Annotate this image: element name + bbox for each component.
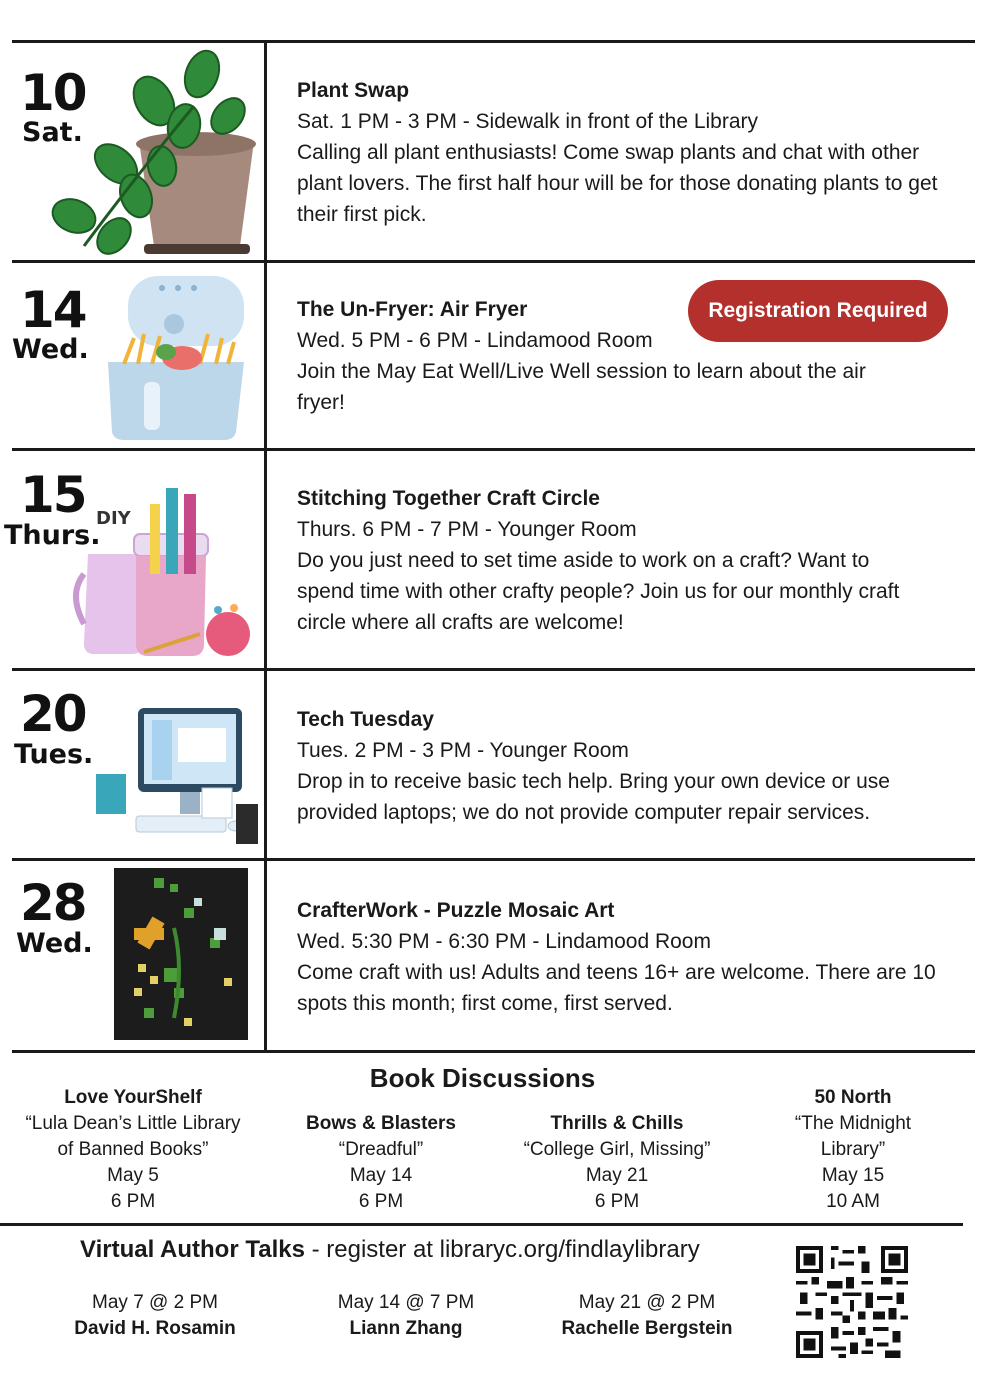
book-date: May 14 xyxy=(349,1165,413,1186)
book-discussion-item xyxy=(8,1085,258,1215)
book-date: May 21 xyxy=(585,1165,649,1186)
book-title: “Lula Dean’s Little Library xyxy=(25,1113,241,1134)
top-rule xyxy=(12,40,975,43)
desktop-computer-icon xyxy=(96,704,262,854)
author-talks-title: Virtual Author Talks xyxy=(80,1236,305,1263)
book-group-name: Bows & Blasters xyxy=(306,1113,456,1134)
row-divider xyxy=(12,260,975,263)
column-divider xyxy=(264,42,267,1052)
event-details xyxy=(297,483,947,638)
book-title: “The Midnight xyxy=(794,1113,912,1134)
event-description: Come craft with us! Adults and teens 16+ are welcome. There are 10 spots this month; first come, first served. xyxy=(297,961,936,1015)
event-time-location: Thurs. 6 PM - 7 PM - Younger Room xyxy=(297,518,637,541)
author-talks-register-link[interactable]: - register at libraryc.org/findlaylibrary xyxy=(304,1236,700,1263)
author-name: Liann Zhang xyxy=(349,1318,463,1339)
row-divider xyxy=(12,858,975,861)
author-name: Rachelle Bergstein xyxy=(561,1318,733,1339)
event-time-location: Wed. 5 PM - 6 PM - Lindamood Room xyxy=(297,329,653,352)
event-description: Join the May Eat Well/Live Well session to learn about the air fryer! xyxy=(297,360,866,414)
bottom-rule xyxy=(0,1223,963,1226)
qr-code-icon[interactable] xyxy=(796,1246,908,1358)
event-weekday: Tues. xyxy=(14,739,94,770)
book-date: May 15 xyxy=(821,1165,885,1186)
potted-plant-icon xyxy=(44,46,262,258)
diy-craft-jars-icon xyxy=(68,484,258,662)
author-name: David H. Rosamin xyxy=(74,1318,236,1339)
author-talks-heading xyxy=(80,1236,700,1264)
air-fryer-icon xyxy=(104,272,256,444)
book-discussions-heading: Book Discussions xyxy=(369,1063,596,1093)
event-day-number: 15 xyxy=(20,466,86,524)
book-title: of Banned Books” xyxy=(57,1139,209,1160)
book-time: 10 AM xyxy=(826,1191,880,1212)
event-details xyxy=(297,75,947,230)
author-talk-item xyxy=(55,1290,255,1342)
event-time-location: Wed. 5:30 PM - 6:30 PM - Lindamood Room xyxy=(297,930,711,953)
event-weekday: Wed. xyxy=(12,334,89,365)
book-group-name: Love YourShelf xyxy=(64,1087,202,1108)
event-title: Stitching Together Craft Circle xyxy=(297,487,600,510)
book-discussion-item xyxy=(763,1085,943,1215)
event-time-location: Sat. 1 PM - 3 PM - Sidewalk in front of the Library xyxy=(297,110,759,133)
book-time: 6 PM xyxy=(110,1191,156,1212)
author-talk-datetime: May 14 @ 7 PM xyxy=(337,1292,475,1313)
event-day-number: 10 xyxy=(20,64,86,122)
event-title: CrafterWork - Puzzle Mosaic Art xyxy=(297,899,615,922)
author-talk-item xyxy=(306,1290,506,1342)
event-day-number: 20 xyxy=(20,685,86,743)
row-divider xyxy=(12,668,975,671)
event-day-number: 14 xyxy=(20,281,86,339)
event-weekday: Sat. xyxy=(22,117,83,148)
author-talk-item xyxy=(536,1290,758,1342)
author-talk-datetime: May 21 @ 2 PM xyxy=(578,1292,716,1313)
puzzle-mosaic-photo xyxy=(114,868,248,1040)
event-title: The Un-Fryer: Air Fryer xyxy=(297,298,528,321)
event-time-location: Tues. 2 PM - 3 PM - Younger Room xyxy=(297,739,629,762)
event-weekday: Thurs. xyxy=(4,520,101,551)
author-talk-datetime: May 7 @ 2 PM xyxy=(92,1292,218,1313)
event-title: Plant Swap xyxy=(297,79,410,102)
event-description: Do you just need to set time aside to work on a craft? Want to spend time with other crafty people? Join us for our monthly craft circle where all crafts are welcome! xyxy=(297,549,900,634)
event-details xyxy=(297,704,947,828)
book-date: May 5 xyxy=(107,1165,159,1186)
diy-sign: DIY xyxy=(96,508,131,529)
event-description: Drop in to receive basic tech help. Bring your own device or use provided laptops; we do not provide computer repair services. xyxy=(297,770,890,824)
event-day-number: 28 xyxy=(20,874,86,932)
registration-required-badge: Registration Required xyxy=(688,280,948,342)
event-weekday: Wed. xyxy=(16,928,93,959)
book-title: “College Girl, Missing” xyxy=(523,1139,711,1160)
book-title: “Dreadful” xyxy=(338,1139,424,1160)
row-divider xyxy=(12,1050,975,1053)
book-group-name: 50 North xyxy=(814,1087,892,1108)
event-title: Tech Tuesday xyxy=(297,708,434,731)
book-group-name: Thrills & Chills xyxy=(550,1113,684,1134)
row-divider xyxy=(12,448,975,451)
book-time: 6 PM xyxy=(358,1191,404,1212)
event-description: Calling all plant enthusiasts! Come swap plants and chat with other plant lovers. The first half hour will be for those donating plants to get their first pick. xyxy=(297,141,938,226)
event-details xyxy=(297,895,947,1019)
book-title: Library” xyxy=(820,1139,886,1160)
book-discussion-item xyxy=(286,1111,476,1215)
book-time: 6 PM xyxy=(594,1191,640,1212)
book-discussion-item xyxy=(502,1111,732,1215)
